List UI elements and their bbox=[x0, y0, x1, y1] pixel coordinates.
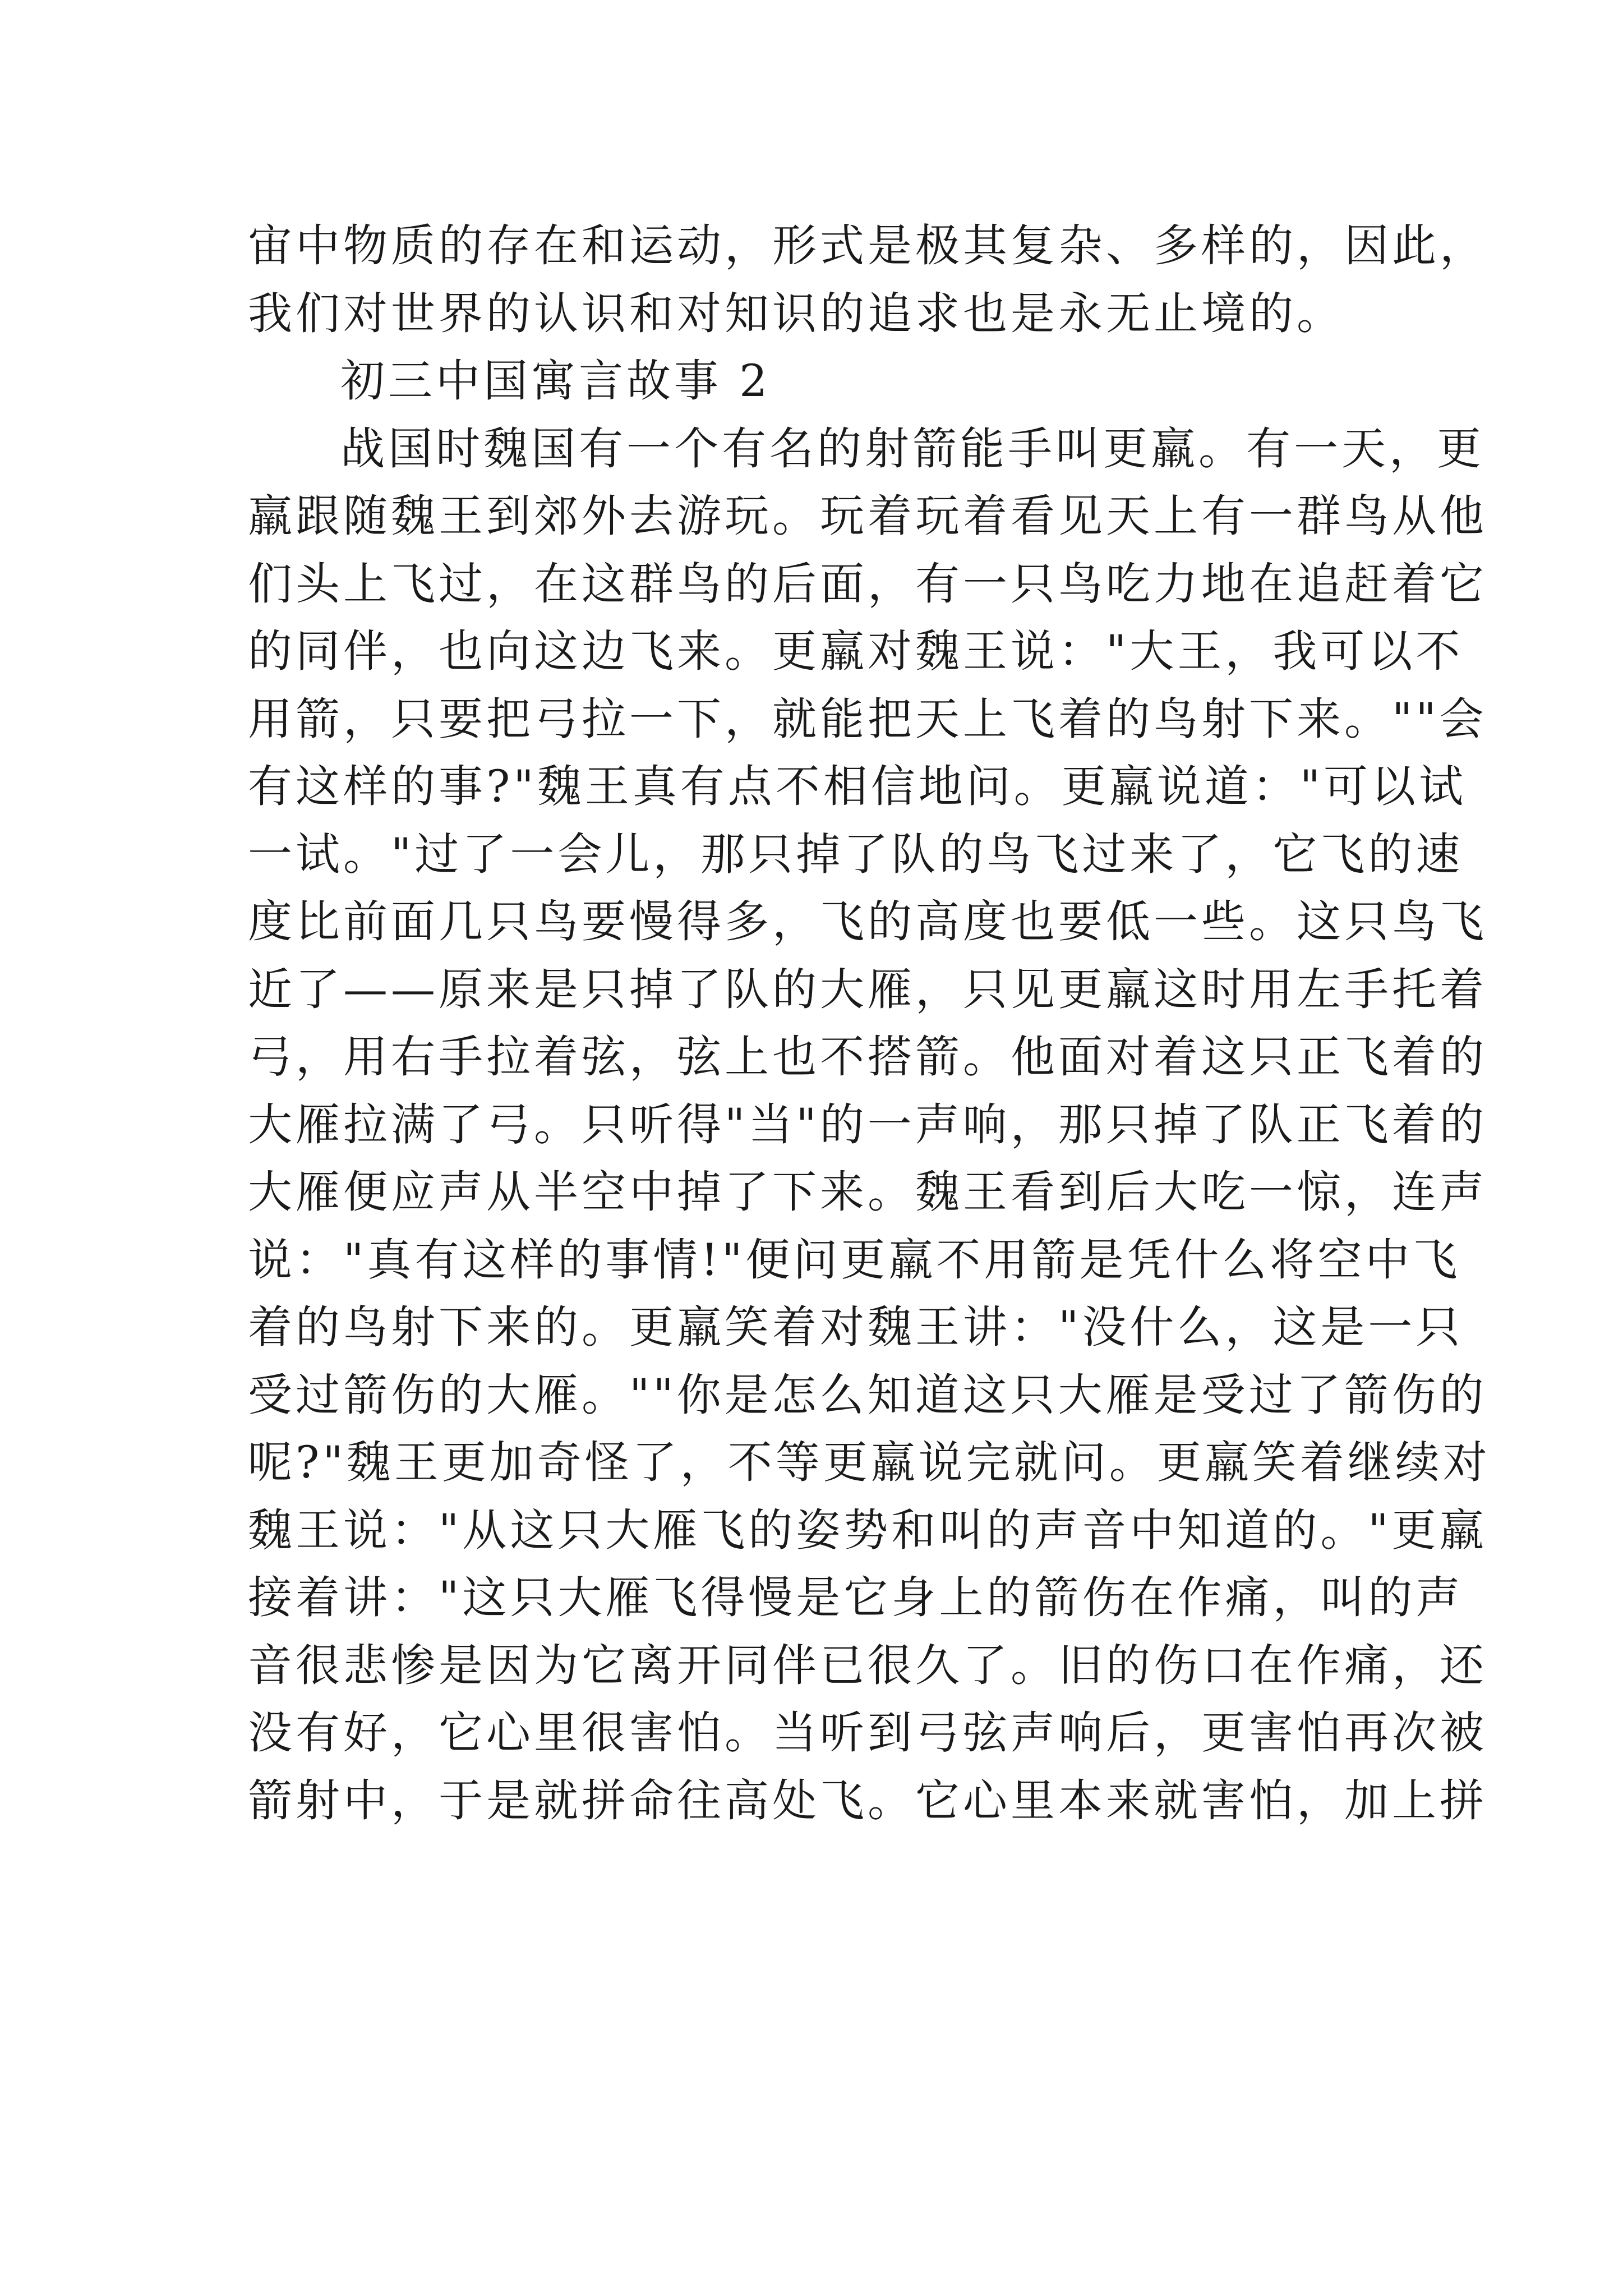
text-line: 们头上飞过，在这群鸟的后面，有一只鸟吃力地在追赶着它 bbox=[248, 558, 1487, 610]
text-line: 呢?"魏王更加奇怪了，不等更羸说完就问。更羸笑着继续对 bbox=[248, 1437, 1491, 1488]
text-line: 没有好，它心里很害怕。当听到弓弦声响后，更害怕再次被 bbox=[248, 1707, 1487, 1759]
text-line: 受过箭伤的大雁。""你是怎么知道这只大雁是受过了箭伤的 bbox=[248, 1369, 1487, 1421]
body-text bbox=[248, 212, 1491, 1834]
text-line: 一试。"过了一会儿，那只掉了队的鸟飞过来了，它飞的速 bbox=[248, 828, 1464, 880]
text-line: 说："真有这样的事情!"便问更羸不用箭是凭什么将空中飞 bbox=[248, 1234, 1461, 1286]
text-line: 接着讲："这只大雁飞得慢是它身上的箭伤在作痛，叫的声 bbox=[248, 1572, 1464, 1623]
text-line: 着的鸟射下来的。更羸笑着对魏王讲："没什么，这是一只 bbox=[248, 1301, 1464, 1353]
text-line: 羸跟随魏王到郊外去游玩。玩着玩着看见天上有一群鸟从他 bbox=[248, 490, 1487, 542]
section-heading: 初三中国寓言故事 2 bbox=[340, 355, 771, 407]
text-line: 近了——原来是只掉了队的大雁，只见更羸这时用左手托着 bbox=[248, 963, 1487, 1015]
text-line: 的同伴，也向这边飞来。更羸对魏王说："大王，我可以不 bbox=[248, 625, 1464, 677]
text-line: 宙中物质的存在和运动，形式是极其复杂、多样的，因此， bbox=[248, 220, 1487, 272]
text-line: 用箭，只要把弓拉一下，就能把天上飞着的鸟射下来。""会 bbox=[248, 693, 1487, 745]
text-line: 我们对世界的认识和对知识的追求也是永无止境的。 bbox=[248, 287, 1344, 339]
text-line: 有这样的事?"魏王真有点不相信地问。更羸说道："可以试 bbox=[248, 761, 1467, 812]
text-line: 魏王说："从这只大雁飞的姿势和叫的声音中知道的。"更羸 bbox=[248, 1504, 1487, 1556]
text-line: 大雁便应声从半空中掉了下来。魏王看到后大吃一惊，连声 bbox=[248, 1166, 1487, 1218]
text-line: 度比前面几只鸟要慢得多，飞的高度也要低一些。这只鸟飞 bbox=[248, 896, 1487, 947]
text-line: 箭射中，于是就拼命往高处飞。它心里本来就害怕，加上拼 bbox=[248, 1774, 1487, 1826]
text-line: 弓，用右手拉着弦，弦上也不搭箭。他面对着这只正飞着的 bbox=[248, 1031, 1487, 1083]
text-line: 大雁拉满了弓。只听得"当"的一声响，那只掉了队正飞着的 bbox=[248, 1098, 1487, 1151]
text-line: 音很悲惨是因为它离开同伴已很久了。旧的伤口在作痛，还 bbox=[248, 1639, 1487, 1691]
text-line: 战国时魏国有一个有名的射箭能手叫更羸。有一天，更 bbox=[340, 422, 1484, 475]
